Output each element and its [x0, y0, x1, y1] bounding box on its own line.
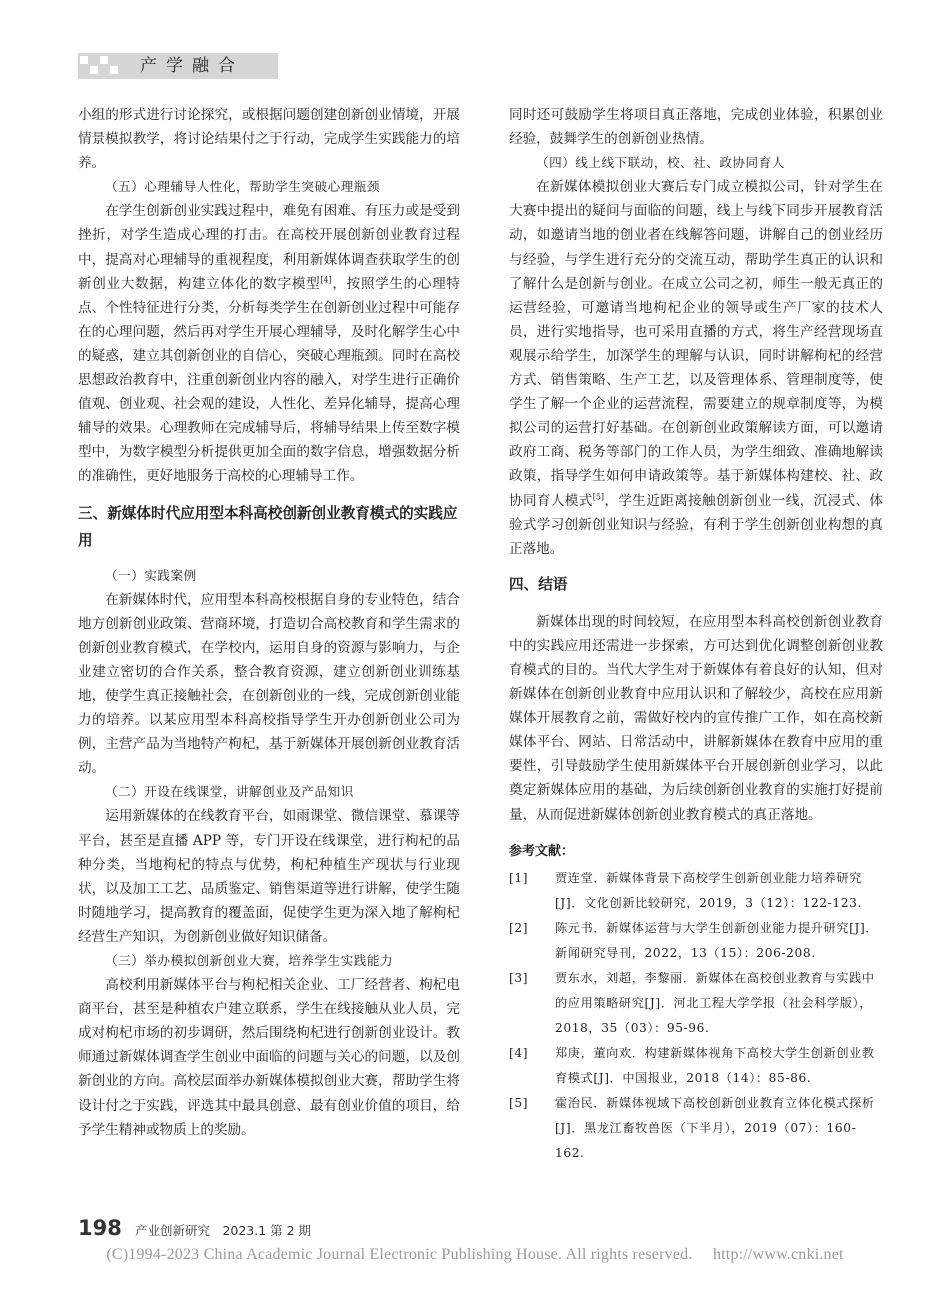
section-title: 产学融合: [140, 56, 244, 76]
paragraph: 新媒体出现的时间较短，在应用型本科高校创新创业教育中的实践应用还需进一步探索，方可达到优化调整创新创业教育模式的目的。当代大学生对于新媒体有着良好的认知，但对新媒体在创新创业教育中应用认识和了解较少，高校在应用新媒体开展教育之前，需做好校内的宣传推广工作，如在高校新媒体平台、网站、日常活动中，讲解新媒体在教育中应用的重要性，引导鼓励学生使用新媒体平台开展创新创业学习，以此奠定新媒体应用的基础，为后续创新创业教育的实施打好提前量，从而促进新媒体创新创业教育模式的真正落地。: [509, 613, 883, 823]
right-column: [509, 103, 883, 1166]
page-number: 198: [78, 1216, 122, 1240]
references-list: [509, 866, 883, 1166]
reference-number: [5]: [509, 1095, 529, 1110]
reference-text: 贾连堂．新媒体背景下高校学生创新创业能力培养研究[J]．文化创新比较研究，2019，3（12）：122-123.: [555, 870, 862, 910]
journal-info: 产业创新研究 2023.1 第 2 期: [134, 1223, 312, 1238]
reference-number: [2]: [509, 920, 529, 935]
copyright-watermark: (C)1994-2023 China Academic Journal Electronic Publishing House. All rights reserved. http://www.cnki.net: [106, 1246, 844, 1263]
header-decoration: [78, 53, 122, 79]
section-heading: 三、新媒体时代应用型本科高校创新创业教育模式的实践应用: [78, 504, 458, 549]
paragraph: 运用新媒体的在线教育平台，如雨课堂、微信课堂、慕课等平台，甚至是直播 APP 等，专门开设在线课堂，进行枸杞的品种分类，当地枸杞的特点与优势，枸杞种植生产现状与行业现状，以及加工工艺、品质鉴定、销售渠道等进行讲解，使学生随时随地学习，提高教育的覆盖面，促使学生更为深入地了解枸杞经营生产知识，为创新创业做好知识储备。: [78, 808, 460, 945]
subheading: （三）举办模拟创新创业大赛，培养学生实践能力: [105, 953, 394, 968]
citation: [4]: [320, 275, 332, 285]
section-heading: 四、结语: [509, 575, 568, 593]
subheading: （一）实践案例: [105, 567, 197, 583]
reference-number: [3]: [509, 970, 529, 985]
paragraph: 在新媒体时代，应用型本科高校根据自身的专业特色，结合地方创新创业政策、营商环境，打造切合高校教育和学生需求的创新创业教育模式，在学校内，运用自身的资源与影响力，与企业建立密切的合作关系，整合教育资源，建立创新创业训练基地，使学生真正接触社会，在创新创业的一线，完成创新创业能力的培养。以某应用型本科高校指导学生开办创新创业公司为例，主营产品为当地特产枸杞，基于新媒体开展创新创业教育活动。: [78, 591, 460, 777]
paragraph: 在新媒体模拟创业大赛后专门成立模拟公司，针对学生在大赛中提出的疑问与面临的问题，线上与线下同步开展教育活动，如邀请当地的创业者在线解答问题，讲解自己的创业经历与经验，与学生进行充分的交流互动，帮助学生真正的认识和了解什么是创新与创业。在成立公司之初，师生一般无真正的运营经验，可邀请当地枸杞企业的领导或生产厂家的技术人员，进行实地指导，也可采用直播的方式，将生产经营现场直观展示给学生，加深学生的理解与认识，同时讲解枸杞的经营方式、销售策略、生产工艺，以及管理体系、管理制度等，使学生了解一个企业的运营流程，需要建立的规章制度等，为模拟公司的运营打好基础。在创新创业政策解读方面，可以邀请政府工商、税务等部门的工作人员，为学生细致、准确地解读政策，指导学生如何申请政策等。基于新媒体构建校、社、政协同育人模式[5]，学生近距离接触创新创业一线，沉浸式、体验式学习创新创业知识与经验，有利于学生创新创业构想的真正落地。: [509, 179, 884, 557]
reference-item: [509, 1041, 883, 1091]
paragraph: 小组的形式进行讨论探究，或根据问题创建创新创业情境，开展情景模拟教学，将讨论结果付之于行动，完成学生实践能力的培养。: [78, 107, 460, 172]
subheading: （五）心理辅导人性化，帮助学生突破心理瓶颈: [105, 179, 380, 195]
reference-item: [509, 1091, 883, 1166]
subheading: （二）开设在线课堂，讲解创业及产品知识: [105, 784, 354, 800]
reference-number: [4]: [509, 1045, 529, 1060]
subheading: （四）线上线下联动，校、社、政协同育人: [536, 155, 785, 171]
reference-item: [509, 916, 883, 966]
reference-number: [1]: [509, 870, 529, 885]
reference-text: 霍治民．新媒体视域下高校创新创业教育立体化模式探析[J]．黑龙江畜牧兽医（下半月），2019（07）：160-162.: [555, 1095, 875, 1160]
reference-text: 贾东水，刘超，李黎丽．新媒体在高校创业教育与实践中的应用策略研究[J]．河北工程大学学报（社会科学版），2018，35（03）：95-96.: [555, 970, 875, 1035]
reference-text: 陈元书．新媒体运营与大学生创新创业能力提升研究[J]．新闻研究导刊，2022，13（15）：206-208.: [555, 920, 879, 960]
paragraph: 同时还可鼓励学生将项目真正落地，完成创业体验，积累创业经验，鼓舞学生的创新创业热情。: [509, 107, 883, 148]
paragraph: 高校利用新媒体平台与枸杞相关企业、工厂经营者、枸杞电商平台，甚至是种植农户建立联系，学生在线接触从业人员，完成对枸杞市场的初步调研，然后围绕枸杞进行创新创业设计。教师通过新媒体调查学生创业中面临的问题与关心的问题，以及创新创业的方向。高校层面举办新媒体模拟创业大赛，帮助学生将设计付之于实践，评选其中最具创意、最有创业价值的项目，给予学生精神或物质上的奖励。: [78, 977, 460, 1138]
reference-text: 郑庚，董向欢．构建新媒体视角下高校大学生创新创业教育模式[J]．中国报业，2018（14）：85-86.: [555, 1045, 875, 1085]
references-title: 参考文献：: [509, 843, 575, 859]
reference-item: [509, 966, 883, 1041]
paragraph: 在学生创新创业实践过程中，难免有困难、有压力或是受到挫折，对学生造成心理的打击。在高校开展创新创业教育过程中，提高对心理辅导的重视程度，利用新媒体调查获取学生的创新创业大数据，构建立体化的数字模型[4]，按照学生的心理特点、个性特征进行分类，分析每类学生在创新创业过程中可能存在的心理问题，然后再对学生开展心理辅导，及时化解学生心中的疑惑，建立其创新创业的自信心，突破心理瓶颈。同时在高校思想政治教育中，注重创新创业内容的融入，对学生进行正确价值观、创业观、社会观的建设，人性化、差异化辅导，提高心理辅导的效果。心理教师在完成辅导后，将辅导结果上传至数字模型中，为数字模型分析提供更加全面的数字信息，增强数据分析的准确性，更好地服务于高校的心理辅导工作。: [78, 203, 461, 485]
left-column: [78, 103, 460, 1142]
citation: [5]: [592, 491, 605, 501]
reference-item: [509, 866, 883, 916]
